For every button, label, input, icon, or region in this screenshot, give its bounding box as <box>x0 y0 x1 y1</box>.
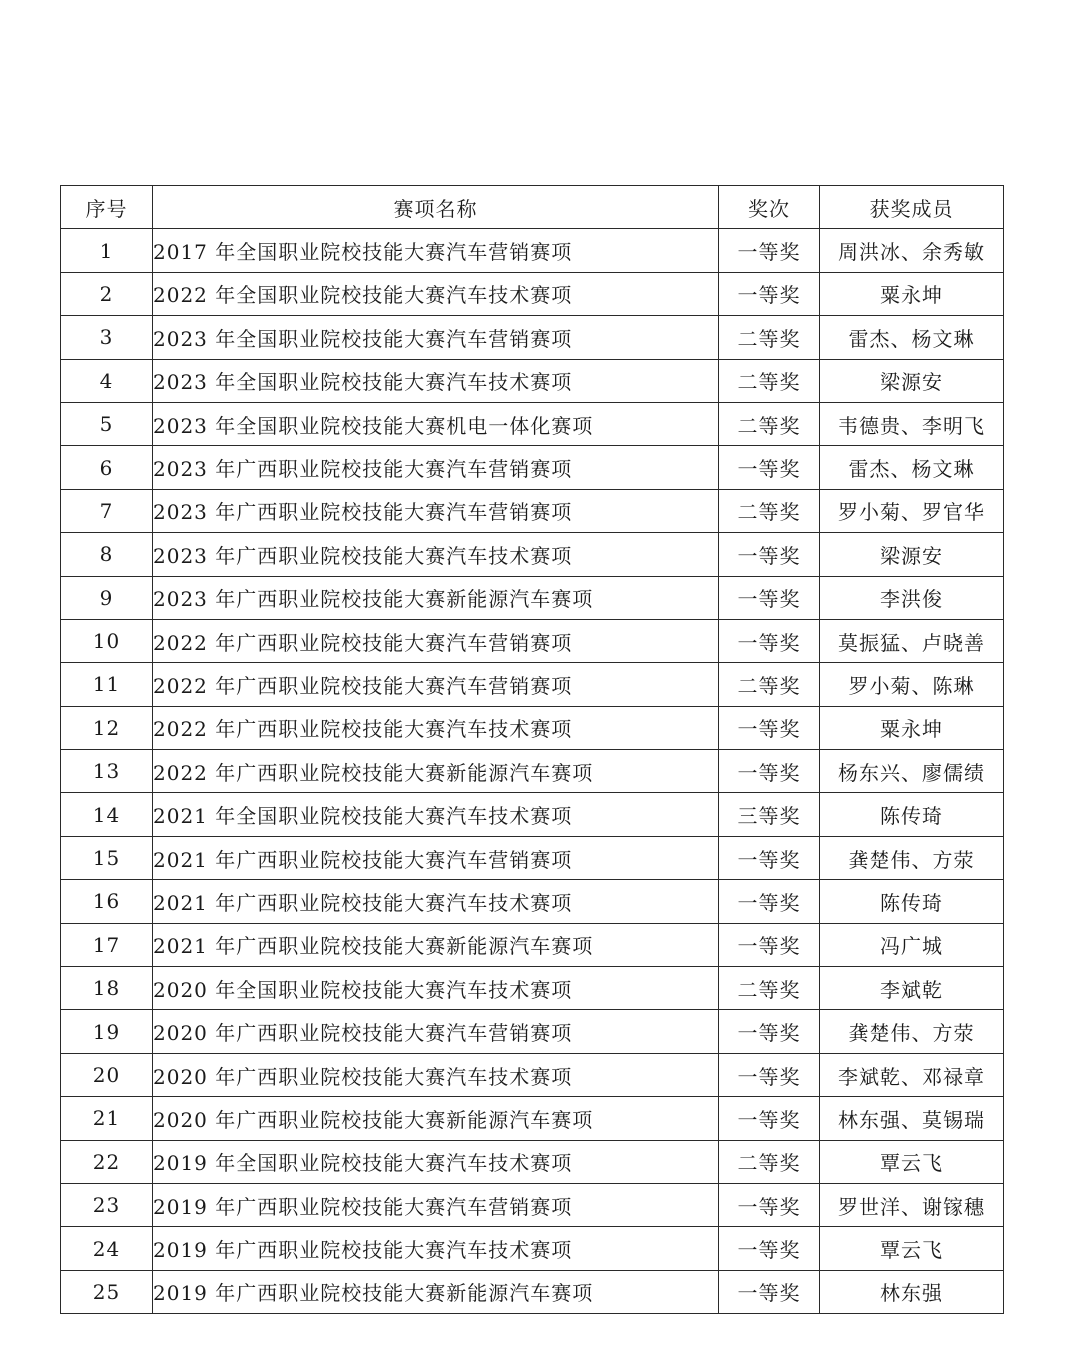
serial-number-cell: 19 <box>61 1010 153 1053</box>
table-row <box>61 706 1004 749</box>
award-level-cell: 二等奖 <box>719 1140 820 1183</box>
award-level-cell: 一等奖 <box>719 446 820 489</box>
award-members-cell: 陈传琦 <box>820 880 1004 923</box>
serial-number-cell: 11 <box>61 663 153 706</box>
award-members-cell: 梁源安 <box>820 533 1004 576</box>
award-members-cell: 雷杰、杨文琳 <box>820 446 1004 489</box>
serial-number-cell: 2 <box>61 272 153 315</box>
serial-number-cell: 12 <box>61 706 153 749</box>
event-name-cell: 2023 年广西职业院校技能大赛汽车营销赛项 <box>153 489 719 532</box>
event-name-cell: 2019 年广西职业院校技能大赛新能源汽车赛项 <box>153 1270 719 1313</box>
award-level-cell: 一等奖 <box>719 1270 820 1313</box>
event-name-cell: 2020 年广西职业院校技能大赛汽车营销赛项 <box>153 1010 719 1053</box>
award-members-cell: 罗小菊、陈琳 <box>820 663 1004 706</box>
event-name-cell: 2021 年广西职业院校技能大赛汽车营销赛项 <box>153 836 719 879</box>
serial-number-cell: 22 <box>61 1140 153 1183</box>
award-level-cell: 二等奖 <box>719 316 820 359</box>
award-level-cell: 一等奖 <box>719 923 820 966</box>
table-row <box>61 446 1004 489</box>
award-level-cell: 一等奖 <box>719 750 820 793</box>
award-members-cell: 杨东兴、廖儒绩 <box>820 750 1004 793</box>
header-award-level: 奖次 <box>719 186 820 229</box>
award-level-cell: 一等奖 <box>719 1010 820 1053</box>
table-row <box>61 533 1004 576</box>
award-level-cell: 一等奖 <box>719 229 820 272</box>
serial-number-cell: 6 <box>61 446 153 489</box>
serial-number-cell: 13 <box>61 750 153 793</box>
table-row <box>61 402 1004 445</box>
award-members-cell: 冯广城 <box>820 923 1004 966</box>
event-name-cell: 2020 年全国职业院校技能大赛汽车技术赛项 <box>153 967 719 1010</box>
event-name-cell: 2019 年全国职业院校技能大赛汽车技术赛项 <box>153 1140 719 1183</box>
event-name-cell: 2023 年全国职业院校技能大赛汽车营销赛项 <box>153 316 719 359</box>
award-level-cell: 一等奖 <box>719 576 820 619</box>
table-row <box>61 619 1004 662</box>
event-name-cell: 2023 年广西职业院校技能大赛新能源汽车赛项 <box>153 576 719 619</box>
table-row <box>61 750 1004 793</box>
award-level-cell: 一等奖 <box>719 1227 820 1270</box>
event-name-cell: 2019 年广西职业院校技能大赛汽车营销赛项 <box>153 1183 719 1226</box>
event-name-cell: 2022 年广西职业院校技能大赛汽车营销赛项 <box>153 663 719 706</box>
serial-number-cell: 5 <box>61 402 153 445</box>
award-members-cell: 梁源安 <box>820 359 1004 402</box>
event-name-cell: 2022 年广西职业院校技能大赛汽车营销赛项 <box>153 619 719 662</box>
award-level-cell: 一等奖 <box>719 1183 820 1226</box>
table-header-row <box>61 186 1004 229</box>
award-members-cell: 林东强 <box>820 1270 1004 1313</box>
award-members-cell: 龚楚伟、方荥 <box>820 836 1004 879</box>
serial-number-cell: 9 <box>61 576 153 619</box>
event-name-cell: 2022 年全国职业院校技能大赛汽车技术赛项 <box>153 272 719 315</box>
serial-number-cell: 10 <box>61 619 153 662</box>
event-name-cell: 2019 年广西职业院校技能大赛汽车技术赛项 <box>153 1227 719 1270</box>
table-row <box>61 880 1004 923</box>
header-event-name: 赛项名称 <box>153 186 719 229</box>
serial-number-cell: 25 <box>61 1270 153 1313</box>
award-level-cell: 三等奖 <box>719 793 820 836</box>
event-name-cell: 2023 年广西职业院校技能大赛汽车技术赛项 <box>153 533 719 576</box>
award-members-cell: 李斌乾、邓禄章 <box>820 1053 1004 1096</box>
award-level-cell: 一等奖 <box>719 836 820 879</box>
event-name-cell: 2021 年广西职业院校技能大赛新能源汽车赛项 <box>153 923 719 966</box>
serial-number-cell: 23 <box>61 1183 153 1226</box>
event-name-cell: 2017 年全国职业院校技能大赛汽车营销赛项 <box>153 229 719 272</box>
award-level-cell: 一等奖 <box>719 533 820 576</box>
award-members-cell: 雷杰、杨文琳 <box>820 316 1004 359</box>
serial-number-cell: 4 <box>61 359 153 402</box>
award-members-cell: 罗世洋、谢镓穗 <box>820 1183 1004 1226</box>
serial-number-cell: 7 <box>61 489 153 532</box>
serial-number-cell: 24 <box>61 1227 153 1270</box>
award-members-cell: 粟永坤 <box>820 706 1004 749</box>
table-row <box>61 1010 1004 1053</box>
event-name-cell: 2022 年广西职业院校技能大赛汽车技术赛项 <box>153 706 719 749</box>
table-row <box>61 576 1004 619</box>
table-row <box>61 923 1004 966</box>
table-row <box>61 1053 1004 1096</box>
event-name-cell: 2023 年全国职业院校技能大赛机电一体化赛项 <box>153 402 719 445</box>
event-name-cell: 2021 年广西职业院校技能大赛汽车技术赛项 <box>153 880 719 923</box>
award-members-cell: 周洪冰、余秀敏 <box>820 229 1004 272</box>
event-name-cell: 2021 年全国职业院校技能大赛汽车技术赛项 <box>153 793 719 836</box>
table-row <box>61 1227 1004 1270</box>
award-level-cell: 二等奖 <box>719 489 820 532</box>
award-members-cell: 覃云飞 <box>820 1227 1004 1270</box>
award-level-cell: 一等奖 <box>719 1097 820 1140</box>
table-row <box>61 489 1004 532</box>
table-row <box>61 1183 1004 1226</box>
award-members-cell: 林东强、莫锡瑞 <box>820 1097 1004 1140</box>
award-members-cell: 龚楚伟、方荥 <box>820 1010 1004 1053</box>
table-row <box>61 316 1004 359</box>
table-row <box>61 793 1004 836</box>
award-level-cell: 二等奖 <box>719 663 820 706</box>
award-level-cell: 二等奖 <box>719 359 820 402</box>
serial-number-cell: 8 <box>61 533 153 576</box>
table-row <box>61 967 1004 1010</box>
serial-number-cell: 17 <box>61 923 153 966</box>
table-row <box>61 229 1004 272</box>
table-body <box>61 229 1004 1314</box>
serial-number-cell: 20 <box>61 1053 153 1096</box>
award-members-cell: 李斌乾 <box>820 967 1004 1010</box>
award-level-cell: 一等奖 <box>719 619 820 662</box>
serial-number-cell: 16 <box>61 880 153 923</box>
award-members-cell: 莫振猛、卢晓善 <box>820 619 1004 662</box>
serial-number-cell: 18 <box>61 967 153 1010</box>
award-members-cell: 粟永坤 <box>820 272 1004 315</box>
event-name-cell: 2020 年广西职业院校技能大赛新能源汽车赛项 <box>153 1097 719 1140</box>
serial-number-cell: 3 <box>61 316 153 359</box>
award-members-cell: 李洪俊 <box>820 576 1004 619</box>
table-row <box>61 1270 1004 1313</box>
serial-number-cell: 15 <box>61 836 153 879</box>
header-serial-number: 序号 <box>61 186 153 229</box>
award-level-cell: 一等奖 <box>719 706 820 749</box>
event-name-cell: 2022 年广西职业院校技能大赛新能源汽车赛项 <box>153 750 719 793</box>
table-row <box>61 836 1004 879</box>
awards-table <box>60 185 1004 1314</box>
table-row <box>61 1097 1004 1140</box>
event-name-cell: 2023 年广西职业院校技能大赛汽车营销赛项 <box>153 446 719 489</box>
award-level-cell: 一等奖 <box>719 1053 820 1096</box>
award-level-cell: 一等奖 <box>719 272 820 315</box>
award-members-cell: 覃云飞 <box>820 1140 1004 1183</box>
table-row <box>61 1140 1004 1183</box>
table-row <box>61 272 1004 315</box>
event-name-cell: 2023 年全国职业院校技能大赛汽车技术赛项 <box>153 359 719 402</box>
serial-number-cell: 1 <box>61 229 153 272</box>
serial-number-cell: 21 <box>61 1097 153 1140</box>
event-name-cell: 2020 年广西职业院校技能大赛汽车技术赛项 <box>153 1053 719 1096</box>
serial-number-cell: 14 <box>61 793 153 836</box>
table-row <box>61 663 1004 706</box>
table-row <box>61 359 1004 402</box>
award-members-cell: 陈传琦 <box>820 793 1004 836</box>
award-level-cell: 一等奖 <box>719 880 820 923</box>
award-level-cell: 二等奖 <box>719 967 820 1010</box>
header-award-members: 获奖成员 <box>820 186 1004 229</box>
award-members-cell: 罗小菊、罗官华 <box>820 489 1004 532</box>
award-level-cell: 二等奖 <box>719 402 820 445</box>
award-members-cell: 韦德贵、李明飞 <box>820 402 1004 445</box>
